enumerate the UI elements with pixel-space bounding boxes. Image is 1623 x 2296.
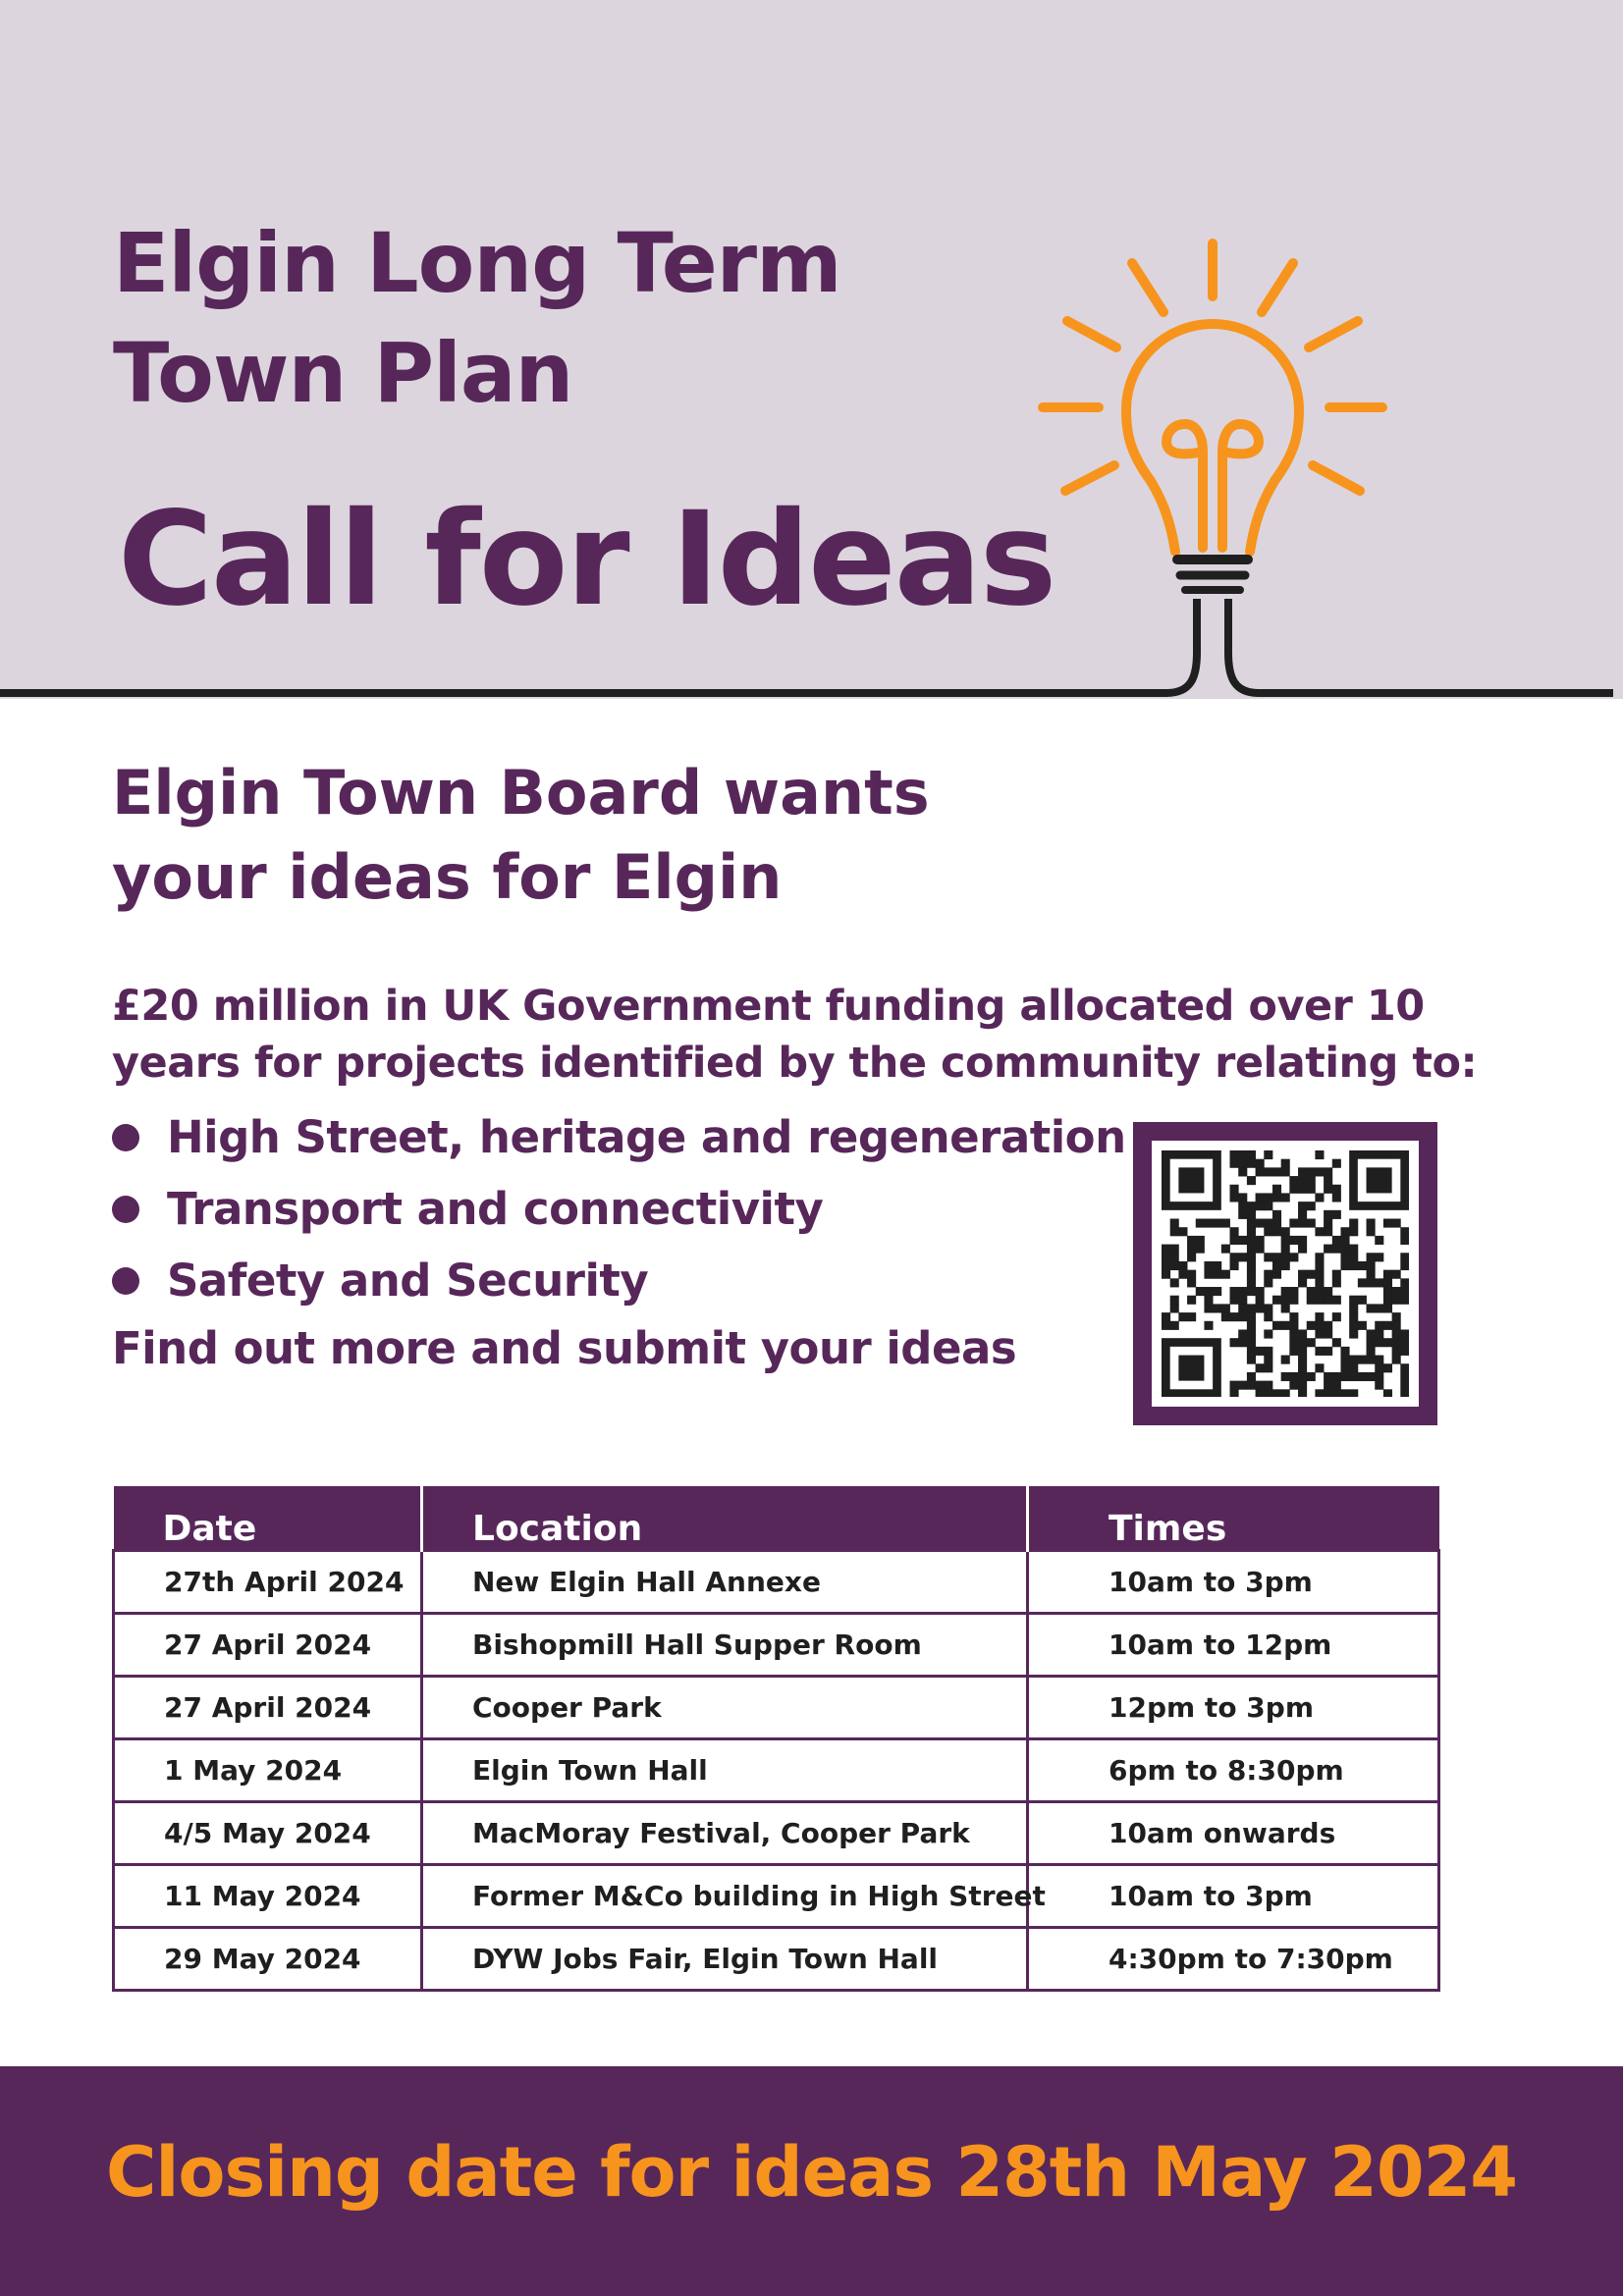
board-heading bbox=[112, 751, 930, 920]
cell-location: Elgin Town Hall bbox=[422, 1739, 1028, 1802]
table-row bbox=[114, 1802, 1439, 1865]
cell-location: Bishopmill Hall Supper Room bbox=[422, 1614, 1028, 1677]
footer-banner bbox=[0, 2066, 1623, 2296]
bullet-icon bbox=[112, 1124, 139, 1151]
table-row bbox=[114, 1551, 1439, 1614]
title-line-1: Elgin Long Term bbox=[113, 215, 841, 311]
cell-date: 27 April 2024 bbox=[114, 1614, 422, 1677]
cell-location: MacMoray Festival, Cooper Park bbox=[422, 1802, 1028, 1865]
board-heading-line-1: Elgin Town Board wants bbox=[112, 757, 930, 828]
table-header-row bbox=[114, 1486, 1439, 1551]
table-row bbox=[114, 1677, 1439, 1739]
funding-intro bbox=[112, 978, 1506, 1092]
cell-times: 10am to 3pm bbox=[1028, 1865, 1439, 1928]
bullet-icon bbox=[112, 1196, 139, 1223]
cell-times: 4:30pm to 7:30pm bbox=[1028, 1928, 1439, 1991]
call-for-ideas-heading: Call for Ideas bbox=[118, 484, 1055, 635]
list-item bbox=[112, 1173, 1126, 1245]
topics-list bbox=[112, 1101, 1126, 1316]
funding-intro-line-1: £20 million in UK Government funding allocated over 10 bbox=[112, 982, 1425, 1031]
bullet-icon bbox=[112, 1267, 139, 1295]
title-line-2: Town Plan bbox=[113, 325, 573, 421]
header-banner bbox=[0, 0, 1623, 699]
qr-code-icon bbox=[1162, 1150, 1409, 1397]
cell-times: 10am to 12pm bbox=[1028, 1614, 1439, 1677]
cell-date: 27th April 2024 bbox=[114, 1551, 422, 1614]
find-out-more-text: Find out more and submit your ideas bbox=[112, 1322, 1017, 1374]
column-header-times: Times bbox=[1028, 1486, 1439, 1551]
cell-location: Former M&Co building in High Street bbox=[422, 1865, 1028, 1928]
topic-label: High Street, heritage and regeneration bbox=[167, 1111, 1126, 1163]
topic-label: Safety and Security bbox=[167, 1255, 649, 1307]
board-heading-line-2: your ideas for Elgin bbox=[112, 841, 783, 913]
cell-date: 29 May 2024 bbox=[114, 1928, 422, 1991]
list-item bbox=[112, 1245, 1126, 1316]
lightbulb-icon bbox=[0, 0, 1623, 699]
cell-date: 1 May 2024 bbox=[114, 1739, 422, 1802]
funding-intro-line-2: years for projects identified by the community relating to: bbox=[112, 1039, 1478, 1088]
cell-location: DYW Jobs Fair, Elgin Town Hall bbox=[422, 1928, 1028, 1991]
column-header-location: Location bbox=[422, 1486, 1028, 1551]
closing-date-text: Closing date for ideas 28th May 2024 bbox=[105, 2132, 1517, 2213]
table-row bbox=[114, 1739, 1439, 1802]
cell-location: New Elgin Hall Annexe bbox=[422, 1551, 1028, 1614]
table-row bbox=[114, 1928, 1439, 1991]
qr-code-area bbox=[1152, 1141, 1419, 1407]
cell-times: 6pm to 8:30pm bbox=[1028, 1739, 1439, 1802]
column-header-date: Date bbox=[114, 1486, 422, 1551]
qr-code[interactable] bbox=[1133, 1122, 1437, 1425]
cell-times: 10am onwards bbox=[1028, 1802, 1439, 1865]
cell-location: Cooper Park bbox=[422, 1677, 1028, 1739]
cell-times: 10am to 3pm bbox=[1028, 1551, 1439, 1614]
cell-times: 12pm to 3pm bbox=[1028, 1677, 1439, 1739]
table-row bbox=[114, 1865, 1439, 1928]
cell-date: 11 May 2024 bbox=[114, 1865, 422, 1928]
list-item bbox=[112, 1101, 1126, 1173]
cell-date: 27 April 2024 bbox=[114, 1677, 422, 1739]
table-row bbox=[114, 1614, 1439, 1677]
schedule-table bbox=[112, 1486, 1440, 1992]
cell-date: 4/5 May 2024 bbox=[114, 1802, 422, 1865]
topic-label: Transport and connectivity bbox=[167, 1183, 824, 1235]
